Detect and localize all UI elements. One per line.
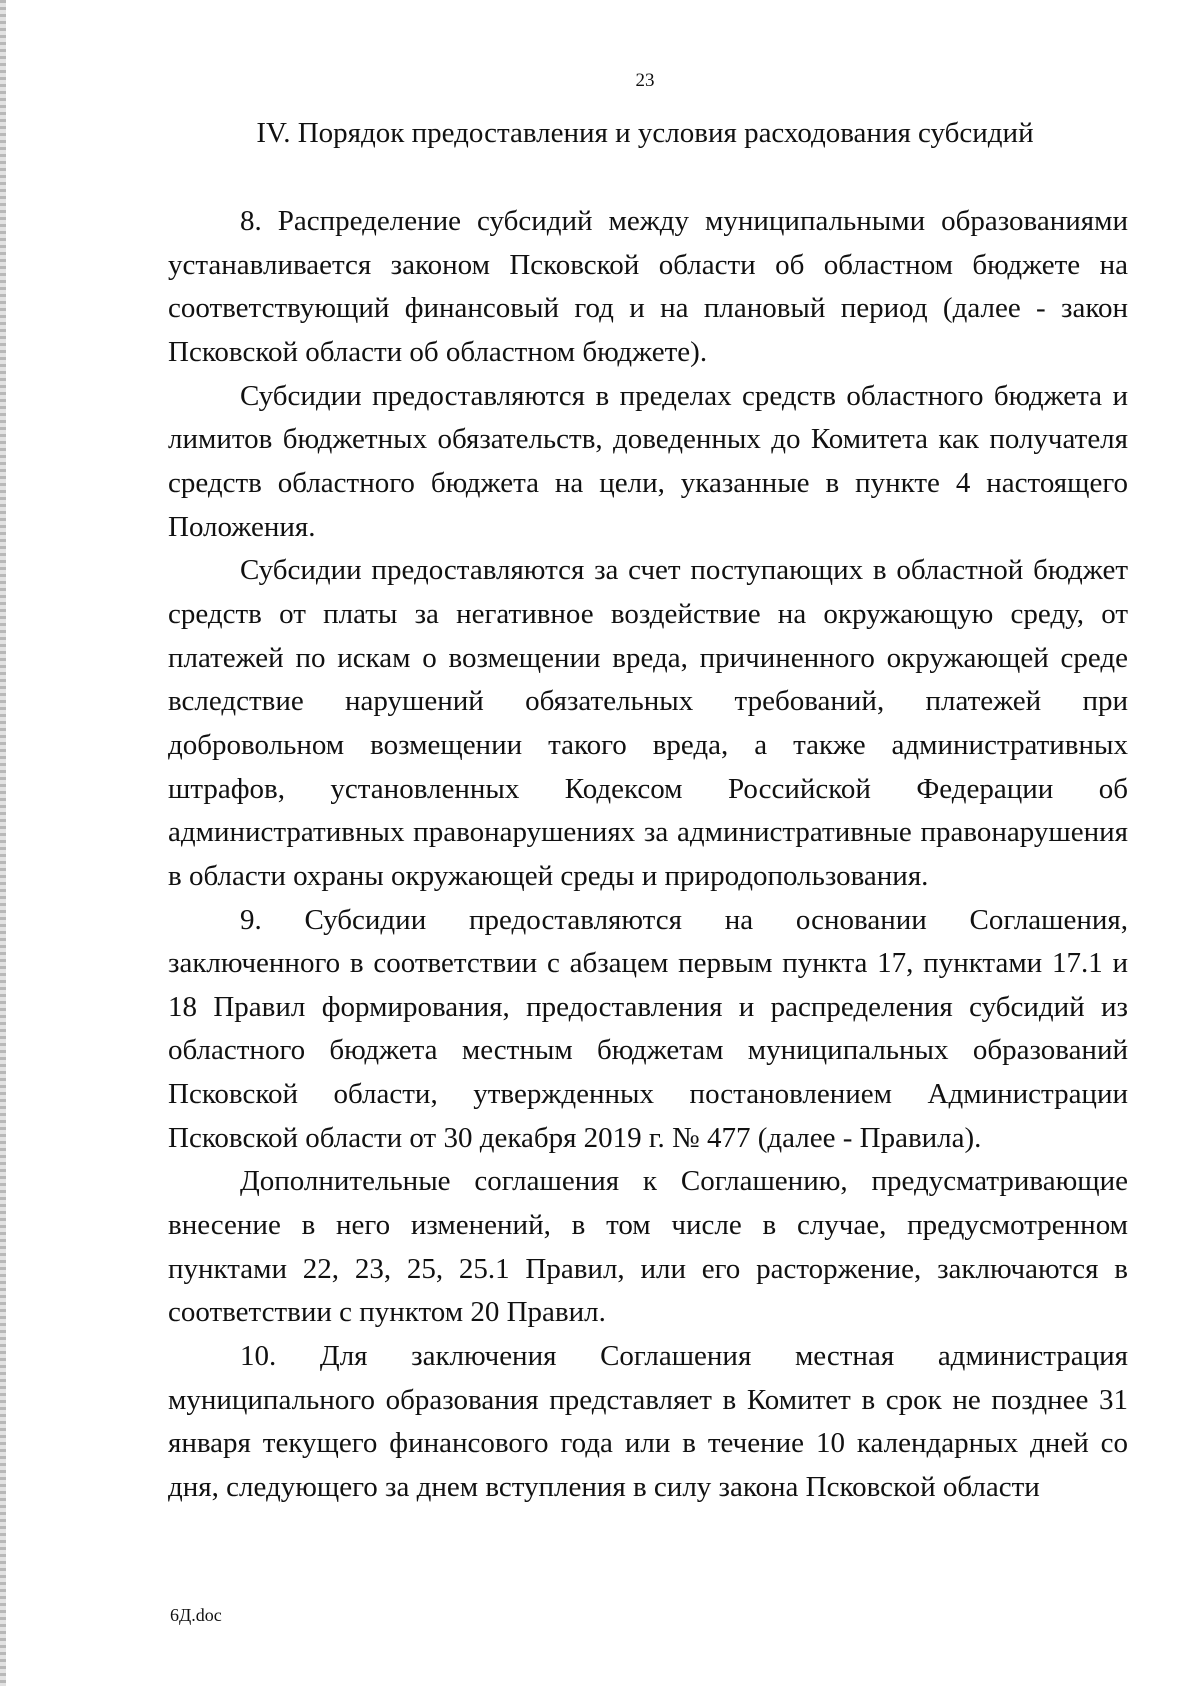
- section-heading: IV. Порядок предоставления и условия расходования субсидий: [256, 117, 1034, 149]
- paragraph-additional-agreements: Дополнительные соглашения к Соглашению, предусматривающие внесение в него изменений, в том числе в случае, предусмотренном пунктами 22, 23, 25, 25.1 Правил, или его расторжение, заключаются в соответствии с пунктом 20 Правил.: [168, 1165, 1128, 1329]
- paragraph-10: 10. Для заключения Соглашения местная администрация муниципального образования представляет в Комитет в срок не позднее 31 января текущего финансового года или в течение 10 календарных дней со дня, следующего за днем вступления в силу закона Псковской области: [168, 1340, 1128, 1504]
- page-number: 23: [635, 70, 655, 91]
- paragraph-subsidy-limits: Субсидии предоставляются в пределах средств областного бюджета и лимитов бюджетных обязательств, доведенных до Комитета как получателя средств областного бюджета на цели, указанные в пункте 4 настоящего Положения.: [168, 379, 1128, 543]
- footer-file-label: 6Д.doc: [170, 1605, 222, 1625]
- document-body: [168, 200, 1128, 1510]
- scan-edge: [0, 0, 6, 1686]
- paragraph-8: 8. Распределение субсидий между муниципальными образованиями устанавливается законом Псковской области об областном бюджете на соответствующий финансовый год и на плановый период (далее - закон Псковской области об областном бюджете).: [168, 205, 1128, 368]
- paragraph-subsidy-sources: Субсидии предоставляются за счет поступающих в областной бюджет средств от платы за негативное воздействие на окружающую среду, от платежей по искам о возмещении вреда, причиненного окружающей среде вследствие нарушений обязательных требований, платежей при добровольном возмещении такого вреда, а также административных штрафов, установленных Кодексом Российской Федерации об административных правонарушениях за административные правонарушения в области охраны окружающей среды и природопользования.: [168, 554, 1128, 892]
- paragraph-9: 9. Субсидии предоставляются на основании Соглашения, заключенного в соответствии с абзацем первым пункта 17, пунктами 17.1 и 18 Правил формирования, предоставления и распределения субсидий из областного бюджета местным бюджетам муниципальных образований Псковской области, утвержденных постановлением Администрации Псковской области от 30 декабря 2019 г. № 477 (далее - Правила).: [168, 903, 1128, 1154]
